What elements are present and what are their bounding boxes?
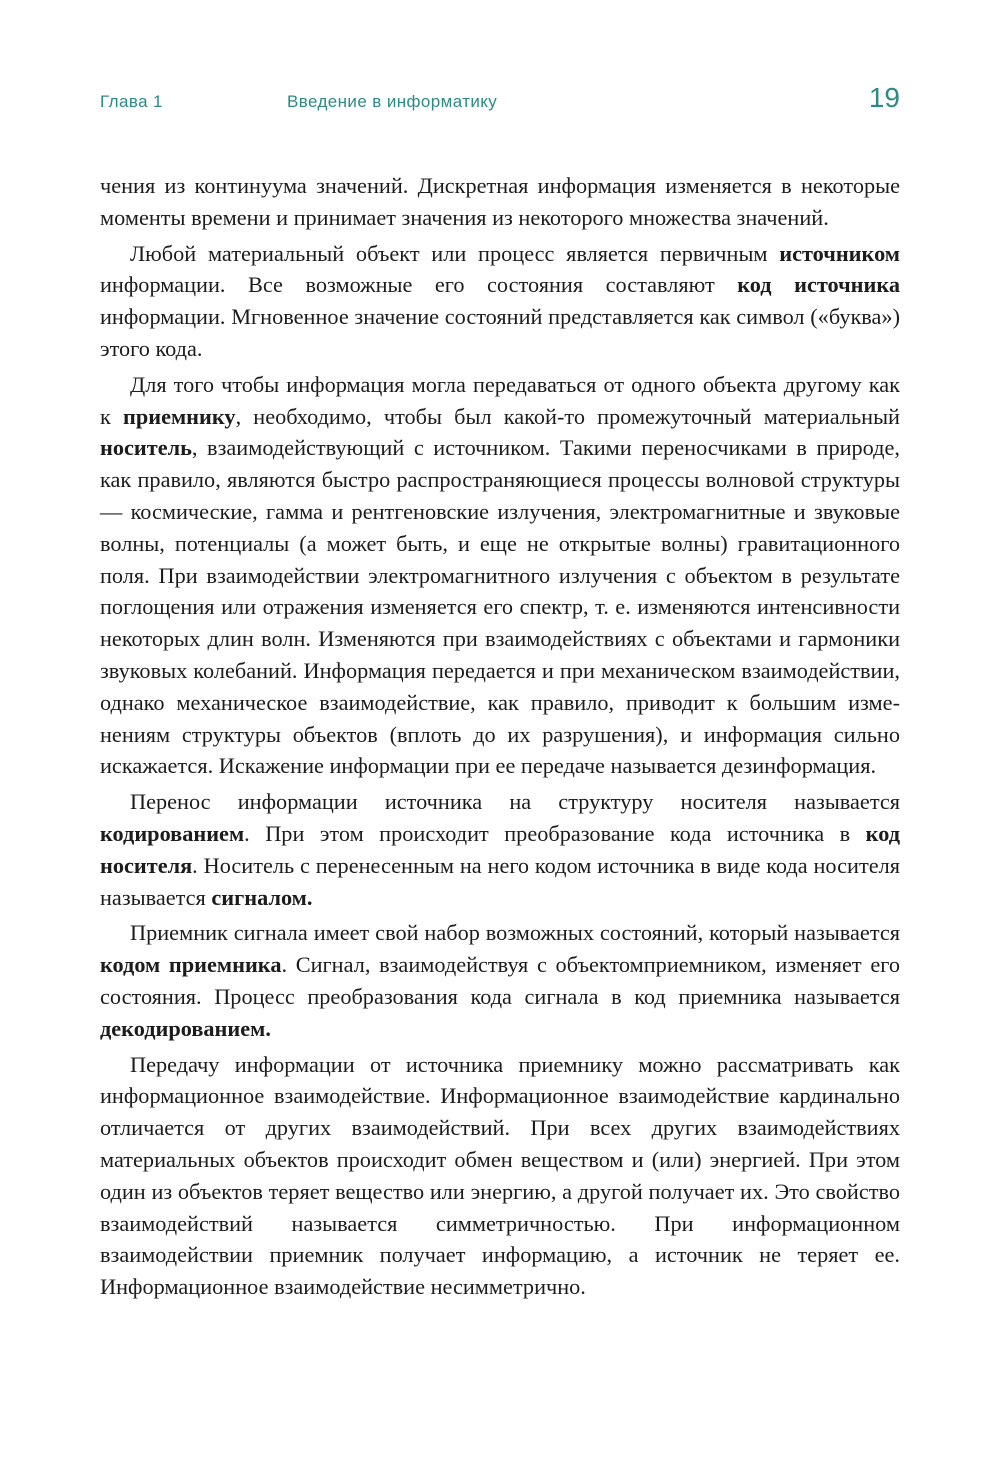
text-run: Приемник сигнала имеет свой набор возможных состояний, который называется <box>130 920 900 946</box>
chapter-title: Введение в информатику <box>287 92 498 111</box>
text-run: информации. Все возможные его состояния составляют <box>100 272 738 298</box>
paragraph <box>100 786 900 913</box>
text-run: Для того чтобы информация могла передаваться от одного объекта другому как к <box>100 371 900 429</box>
term-bold: носитель <box>100 435 192 461</box>
paragraph <box>100 170 900 234</box>
text-run: Любой материальный объект или процесс является первичным <box>130 240 780 266</box>
chapter-label: Глава 1 <box>100 92 163 111</box>
paragraph <box>100 1049 900 1303</box>
running-head <box>100 80 900 120</box>
text-run: . При этом происходит преобразование кода источника в <box>244 820 866 846</box>
term-bold: кодом приемника <box>100 952 282 978</box>
paragraph <box>100 369 900 782</box>
text-run: Передачу информации от источника приемнику можно рассматривать как информационное взаимодействие. Информационное взаимодействие кардинально отличается от других взаимодействий. При всех других взаимодействиях материальных объектов происходит обмен веществом и (или) энергией. При этом один из объектов теряет вещество или энергию, а другой получает их. Это свойство взаимодействий называется симметричностью. При информационном взаимодействии приемник получает информацию, а источник не теряет ее. Информационное взаимодействие несимметрично. <box>100 1051 900 1300</box>
text-run: Перенос информации источника на структуру носителя называется <box>130 789 900 815</box>
term-bold: кодированием <box>100 820 245 846</box>
term-bold: приемнику <box>123 403 236 429</box>
term-bold: код источника <box>737 272 900 298</box>
page-number: 19 <box>868 82 900 113</box>
body-text <box>100 170 900 1307</box>
text-run: . Носитель с перенесенным на него кодом источника в виде кода носителя называется <box>100 852 900 910</box>
text-run: , взаимодействующий с источником. Такими переносчиками в природе, как правило, являются быстро распространяющиеся процессы волновой структуры — космические, гамма и рентгеновские излучения, электромагнитные и звуковые волны, потенциалы (а может быть, и еще не открытые волны) гравитационного поля. При взаимодействии электромагнитного излучения с объектом в результате поглощения или отражения изменяется его спектр, т. е. изменяются интенсивности некоторых длин волн. Изменяются при взаимодействиях с объектами и гармоники звуковых колебаний. Информация передается и при механическом взаимодействии, однако механическое взаимодействие, как правило, приводит к большим изменениям структуры объектов (вплоть до их разрушения), и информация сильно искажается. Искажение информации при ее передаче называется дезинформация. <box>100 435 900 779</box>
text-run: информации. Мгновенное значение состояний представляется как символ («буква») этого кода. <box>100 304 900 361</box>
term-bold: источником <box>779 240 900 266</box>
text-run: , необходимо, чтобы был какой-то промежуточный материальный <box>235 403 900 429</box>
paragraph <box>100 917 900 1044</box>
term-bold: сигналом. <box>211 884 313 910</box>
paragraph <box>100 238 900 365</box>
text-run: . Сигнал, взаимодействуя с объектомприемником, изменяет его состояния. Процесс преобразования кода сигнала в код приемника называется <box>100 952 900 1009</box>
term-bold: код носителя <box>100 820 900 878</box>
text-run: чения из континуума значений. Дискретная информация изменяется в некоторые моменты времени и принимает значения из некоторого множества значений. <box>100 173 900 230</box>
term-bold: декодированием. <box>100 1015 271 1041</box>
